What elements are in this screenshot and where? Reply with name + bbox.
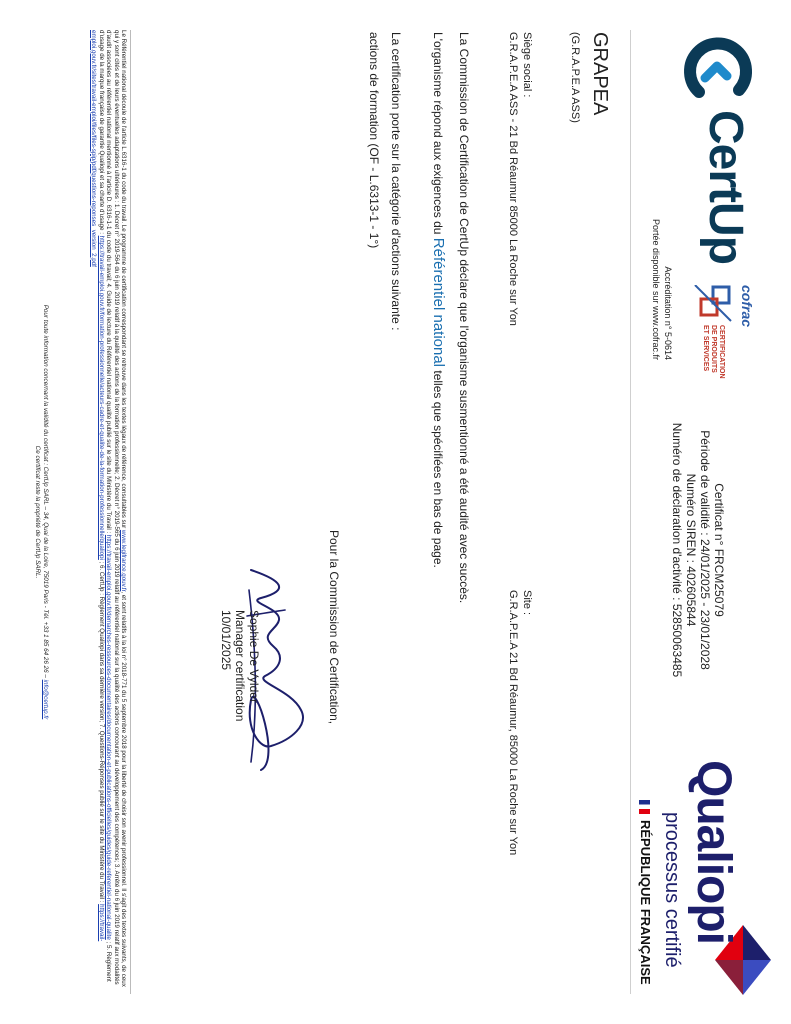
- organisation-abbreviation: (G.R.A.P.E.A ASS): [569, 32, 581, 123]
- cofrac-wordmark: cofrac: [739, 285, 755, 328]
- footer-info: [33, 30, 49, 994]
- qualiopi-subtitle: processus certifié: [661, 812, 683, 968]
- contact-text: Pour toute information concernant la validité du certificat : CertUp SARL – 34, Quai de la Loire, 75019 Paris - Tél. +33 1 85 64 26 26 –: [42, 304, 49, 680]
- siren-number: Numéro SIREN : 402605844: [684, 473, 698, 627]
- validity-period: Période de validité : 24/01/2025 - 23/01/2028: [698, 430, 712, 670]
- republique-francaise: [638, 800, 653, 985]
- signer-block: [219, 610, 261, 721]
- accreditation-scope: Portée disponible sur www.cofrac.fr: [651, 218, 661, 360]
- category-intro: La certification porte sur la catégorie d'actions suivante :: [389, 32, 403, 331]
- declaration-text: La Commission de Certification de CertUp déclare que l'organisme susmentionné a été audité avec succès.: [457, 32, 471, 604]
- siege-label: Siège social :: [521, 32, 533, 98]
- legal-text: [90, 30, 127, 994]
- qualiopi-usage-link[interactable]: https://travail-emploi.gouv.fr/formation-professionnelle/acteurs-cadre-et-qualite-de-la-formation-professionnelle/qualiopi: [97, 235, 105, 560]
- certificate-number: Certificat n° FRCM25079: [712, 483, 726, 617]
- qualiopi-logo: [638, 760, 771, 1000]
- requirements-text: [430, 32, 447, 568]
- site-address: G.R.A.P.E.A 21 Bd Réaumur, 85000 La Roche sur Yon: [507, 590, 519, 856]
- commission-line: Pour la Commission de Certification,: [327, 530, 341, 725]
- referentiel-national: Référentiel national: [430, 237, 447, 368]
- property-notice: Ce certificat reste la propriété de CertUp SARL.: [34, 445, 41, 579]
- qualiopi-wordmark: Qualiopi: [687, 760, 740, 944]
- cofrac-caption: CERTIFICATION DE PRODUITS ET SERVICES: [702, 325, 725, 379]
- activity-declaration: Numéro de déclaration d'activité : 52850063485: [670, 422, 684, 678]
- certup-logo: [671, 30, 761, 270]
- info-email-link[interactable]: info@certup.fr: [42, 679, 49, 720]
- certup-emblem-icon: [677, 30, 757, 110]
- legal-part-2: , et sont relatifs à la loi n° 2018-771 du 5 septembre 2018 pour la liberté de choisir son avenir professionnel. Il s'agit des textes suivants, de ceux qui y sont cités et de leurs éventuelles adaptations ultérieures : 1. Décret n° 2019-564 du 6 juin 2019 relatif à la qualité des actions de la formation professionnelle; 2. Décret n° 2019-565 du 6 juin 2019 relatif au référentiel national sur la qualité des actions concourant au développement des compétences; 3. Arrêté du 6 juin 2019 relatif aux modalités d'audit associées au référentiel national mentionné à l'article D. 6316-1-1 du code du travail; 4. Guide de lecture du Référentiel national qualité publié sur le site du Ministère du Travail :: [105, 30, 127, 987]
- legal-part-3: ; 5. Règlement d'usage de la marque française de garantie Qualiopi et sa charte d'usage :: [97, 30, 113, 982]
- siege-address: G.R.A.P.E.A ASS - 21 Bd Réaumur 85000 La Roche sur Yon: [507, 32, 519, 326]
- republique-label: RÉPUBLIQUE FRANÇAISE: [638, 820, 653, 985]
- questions-reponses-link[interactable]: https://travail-emploi.gouv.fr/sites/travail-emploi/files/files-spip/pdf/questions-reponses_version_2.pdf: [90, 30, 105, 942]
- signer-date: 10/01/2025: [219, 610, 233, 671]
- cofrac-emblem-icon: [693, 285, 733, 323]
- guide-referentiel-link[interactable]: https://travail-emploi.gouv.fr/demarches-ressources-documentaires/documentation-et-publications-officielles/guides/guide-referentiel-national-qualite: [105, 534, 113, 940]
- category-value: actions de formation (OF - L.6313-1 - 1°): [367, 32, 381, 249]
- header-divider: [630, 30, 631, 994]
- legal-part-4: ; 6. CertUp : Règlement Qualiopi dans sa dernière version; 7. Questions-Réponses publié sur le site du Ministère du Travail :: [97, 559, 105, 905]
- cofrac-logo: [673, 285, 755, 379]
- legal-part-1: Le Référentiel national découle de l'article L.6316-1 du code du travail. Le programme de certification correspondant se retrouve dans les textes légaux de référence, consultables sur: [120, 30, 127, 530]
- legifrance-link[interactable]: www.legifrance.gouv.fr: [120, 529, 127, 592]
- accreditation-number: Accréditation n° 5-0614: [663, 266, 673, 360]
- signer-role: Manager certification: [233, 610, 247, 722]
- validity-contact: [41, 30, 49, 994]
- certup-wordmark: CertUp: [699, 110, 752, 265]
- signer-name: Sophie De Vylder: [247, 610, 261, 703]
- certificate-info: [670, 420, 726, 680]
- footer-divider: [130, 30, 131, 994]
- organisation-name: GRAPEA: [589, 32, 611, 116]
- requirements-after: telles que spécifiées en bas de page.: [431, 367, 445, 568]
- site-label: Site :: [521, 590, 533, 616]
- requirements-before: L'organisme répond aux exigences du: [431, 32, 445, 238]
- french-flag-icon: [639, 800, 650, 814]
